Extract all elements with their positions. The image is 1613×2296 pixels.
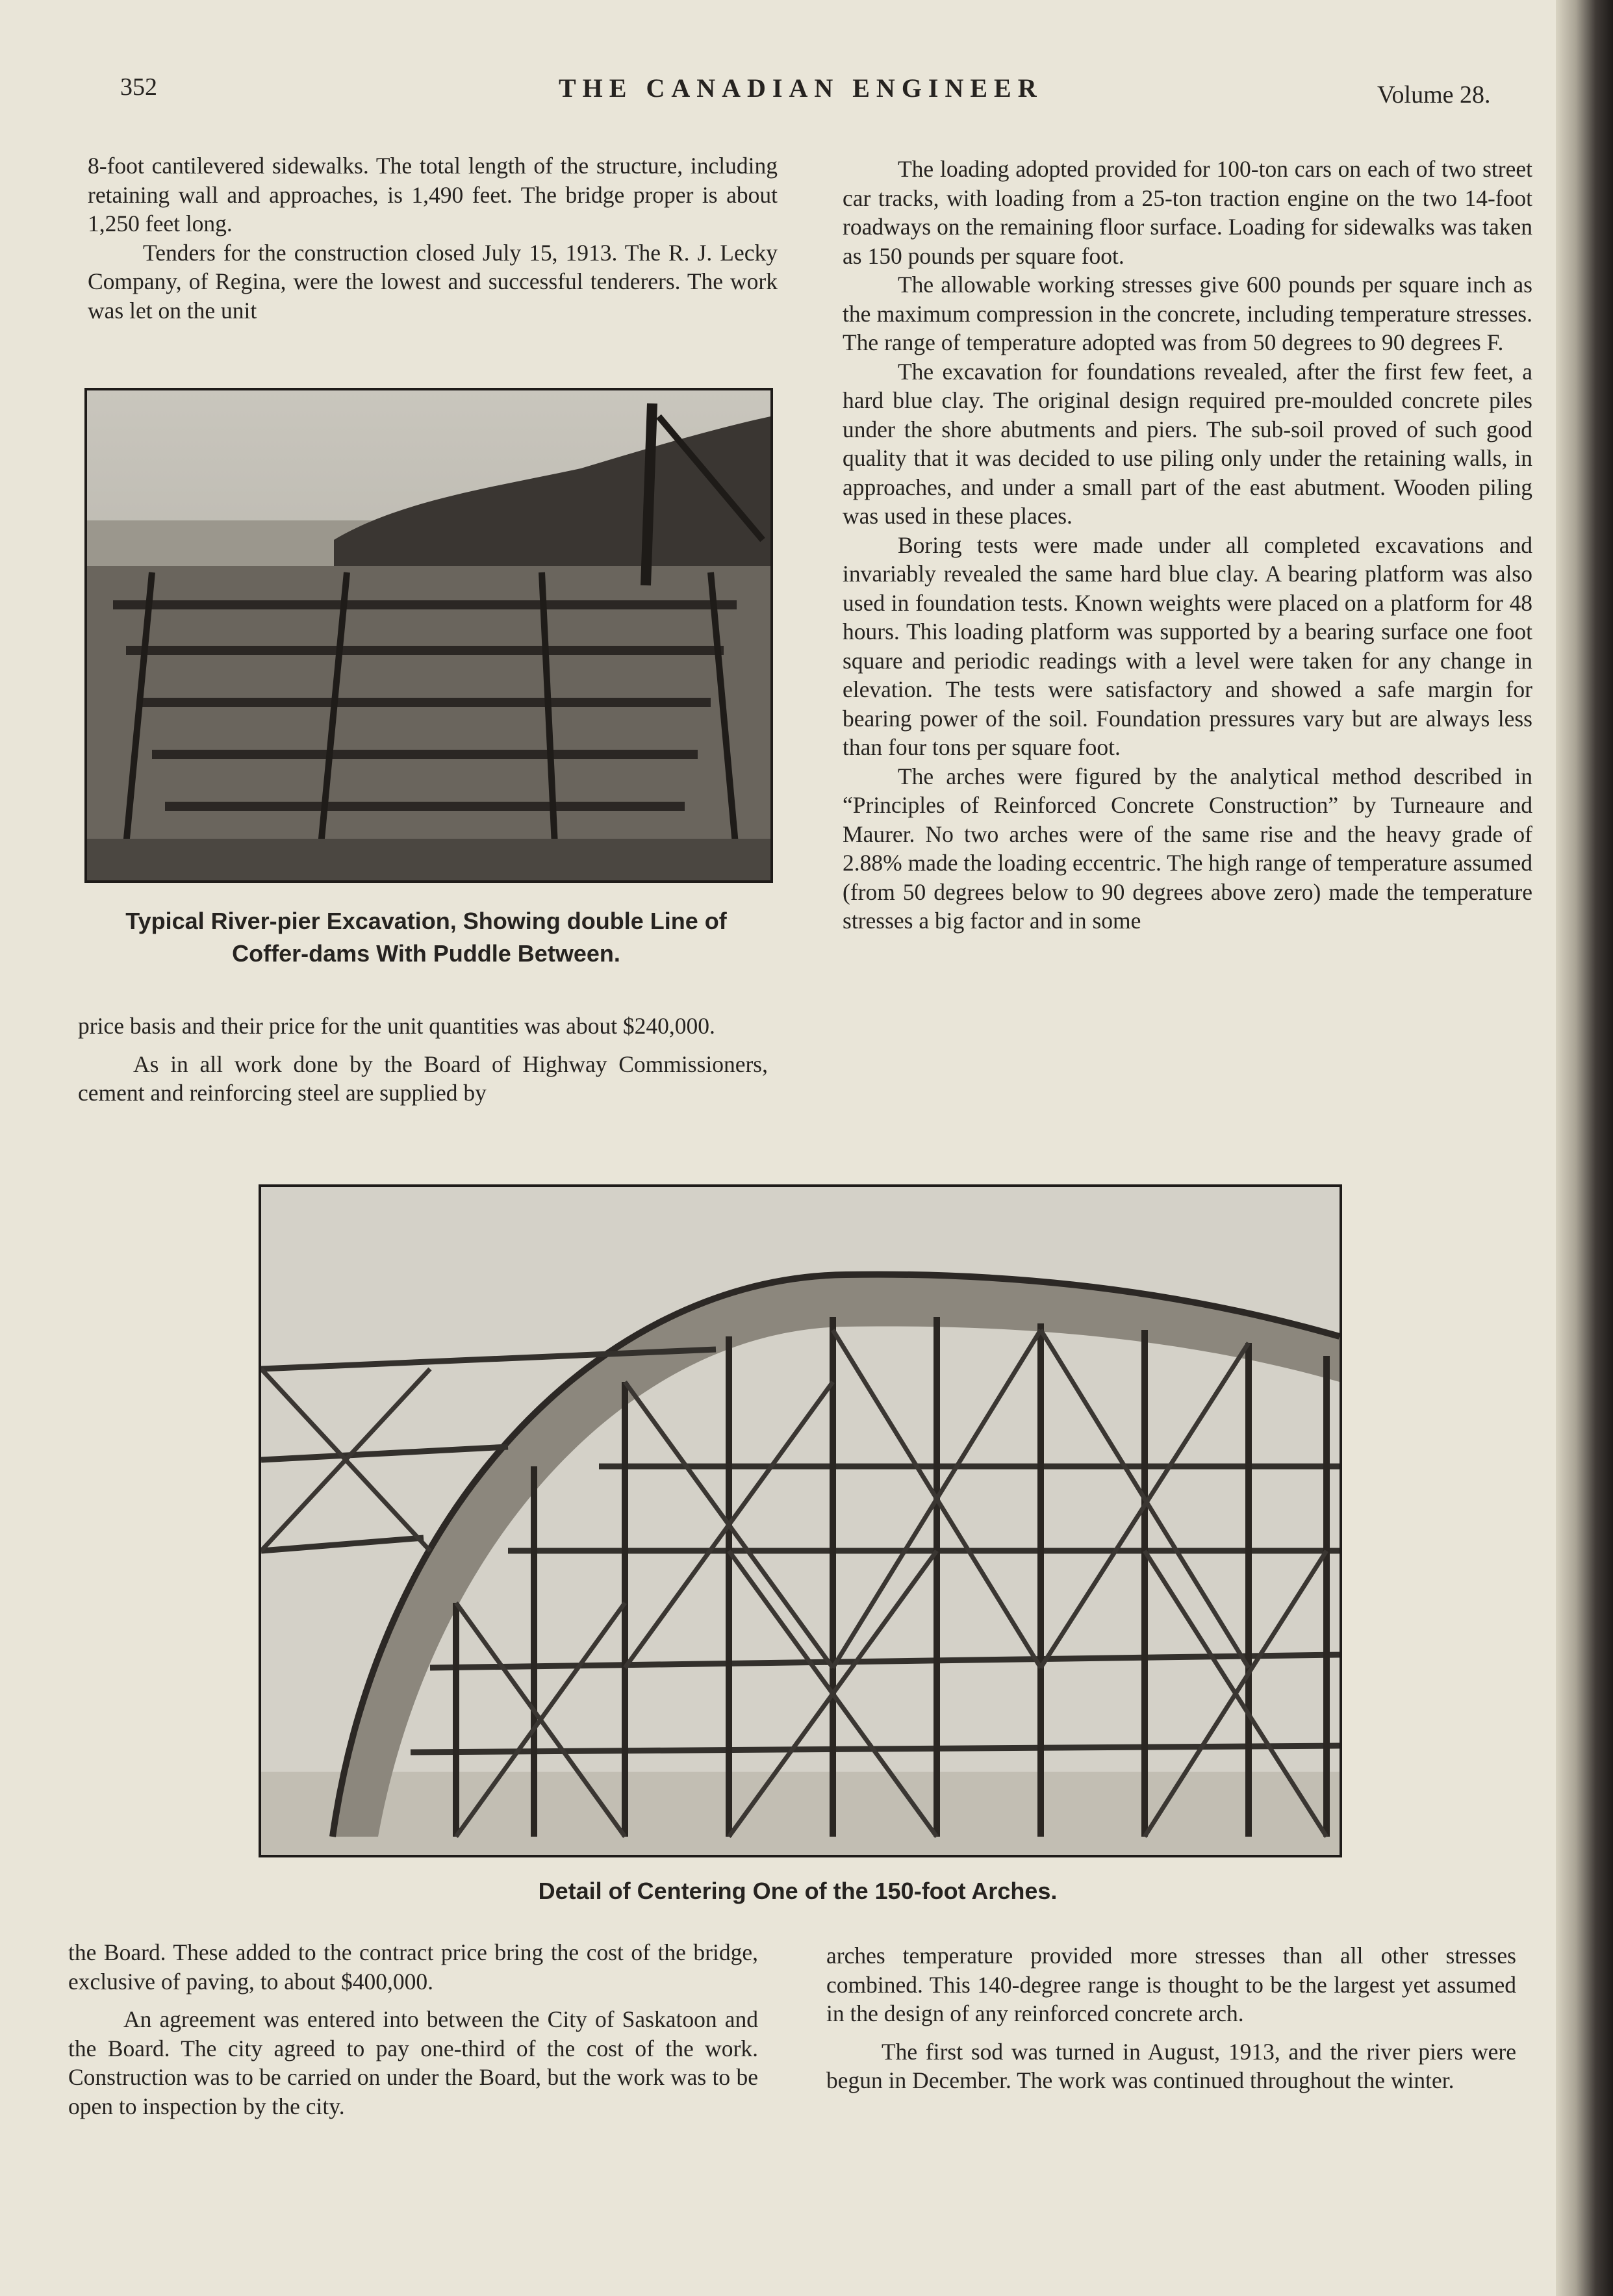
left-column-middle — [78, 1012, 768, 1108]
excavation-photo — [84, 388, 773, 883]
paragraph: the Board. These added to the contract price bring the cost of the bridge, exclusive of paving, to about $400,000. — [68, 1939, 758, 1995]
paragraph: Tenders for the construction closed July 15, 1913. The R. J. Lecky Company, of Regina, were the lowest and successful tenderers. The work was let on the unit — [88, 239, 778, 324]
journal-title: THE CANADIAN ENGINEER — [559, 73, 1043, 103]
arch-centering-photo — [259, 1184, 1342, 1857]
figure-caption: Detail of Centering One of the 150-foot Arches. — [538, 1878, 1058, 1904]
paragraph: The loading adopted provided for 100-ton cars on each of two street car tracks, with loading from a 25-ton traction engine on the two 14-foot roadways on the remaining floor surface. Loading for sidewalks was taken as 150 pounds per square foot. — [843, 156, 1532, 269]
paragraph: The arches were figured by the analytical method described in “Principles of Reinforced Concrete Construction” by Turneaure and Maurer. No two arches were of the same rise and the heavy grade of 2.88% made the loading eccentric. The high range of temperature assumed (from 50 degrees below to 90 degrees above zero) made the temperature stresses a big factor and in some — [843, 763, 1532, 934]
page-number: 352 — [120, 73, 157, 101]
left-column-bottom — [68, 1938, 758, 2121]
right-column-top — [843, 155, 1532, 936]
binding-edge — [1556, 0, 1613, 2296]
paragraph: An agreement was entered into between the City of Saskatoon and the Board. The city agreed to pay one-third of the cost of the work. Construction was to be carried on under the Board, but the work was to be open to inspection by the city. — [68, 2006, 758, 2119]
right-column-bottom — [826, 1941, 1516, 2095]
paragraph: The allowable working stresses give 600 pounds per square inch as the maximum compression in the concrete, including temperature stresses. The range of temperature adopted was from 50 degrees to 90 degrees F. — [843, 272, 1532, 355]
paragraph: As in all work done by the Board of Highway Commissioners, cement and reinforcing steel are supplied by — [78, 1051, 768, 1106]
paragraph: price basis and their price for the unit quantities was about $240,000. — [78, 1013, 715, 1039]
paragraph: The excavation for foundations revealed, after the first few feet, a hard blue clay. The original design required pre-moulded concrete piles under the shore abutments and piers. The sub-soil proved of such good quality that it was decided to use piling only under the retaining walls, in approaches, and under a small part of the east abutment. Wooden piling was used in these places. — [843, 358, 1532, 529]
paragraph: arches temperature provided more stresses than all other stresses combined. This 140-degree range is thought to be the largest yet assumed in the design of any reinforced concrete arch. — [826, 1943, 1516, 2026]
paragraph: 8-foot cantilevered sidewalks. The total length of the structure, including retaining wall and approaches, is 1,490 feet. The bridge proper is about 1,250 feet long. — [88, 153, 778, 236]
volume-label: Volume 28. — [1377, 81, 1491, 108]
left-column-top — [88, 151, 778, 325]
paragraph: Boring tests were made under all completed excavations and invariably revealed the same hard blue clay. A bearing platform was also used in foundation tests. Known weights were placed on a platform for 48 hours. This loading platform was supported by a bearing surface one foot square and periodic readings with a level were taken for any change in elevation. The tests were satisfactory and showed a safe margin for bearing power of the soil. Foundation pressures vary but are always less than four tons per square foot. — [843, 531, 1532, 760]
paragraph: The first sod was turned in August, 1913, and the river piers were begun in December. The work was continued throughout the winter. — [826, 2038, 1516, 2093]
figure-caption: Typical River-pier Excavation, Showing double Line of Coffer-dams With Puddle Between. — [125, 908, 727, 967]
